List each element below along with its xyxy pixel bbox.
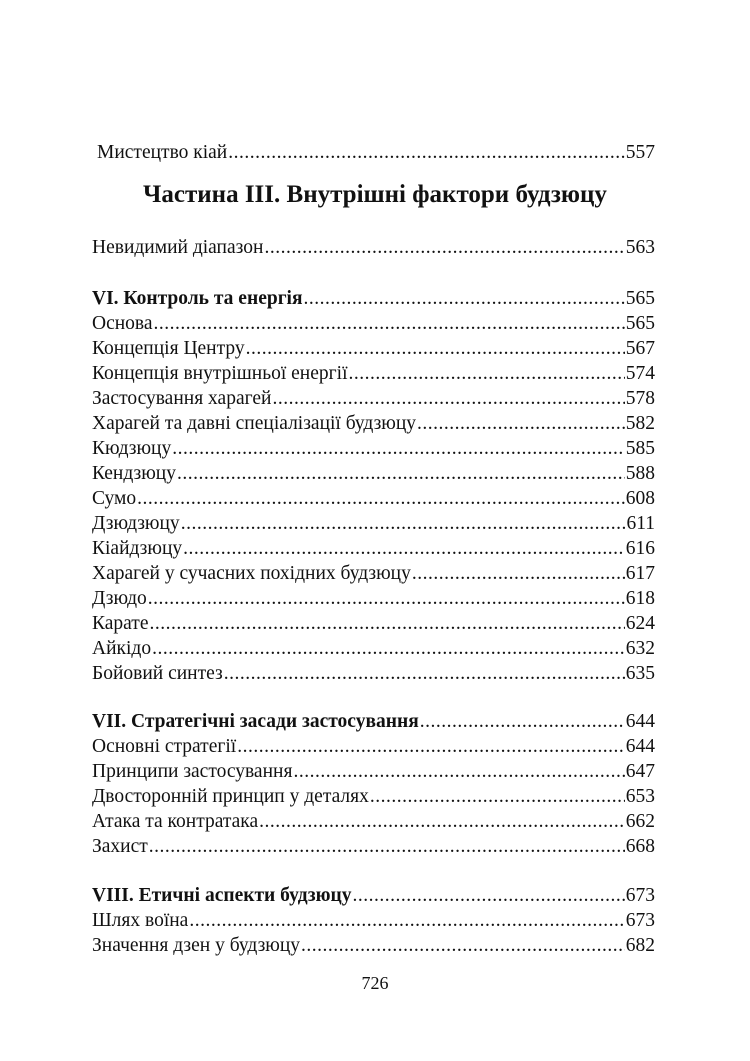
dot-leader bbox=[172, 437, 625, 461]
dot-leader bbox=[348, 362, 624, 386]
toc-entry-title: Значення дзен у будзюцу bbox=[92, 935, 301, 956]
dot-leader bbox=[353, 884, 625, 908]
toc-entry-title: Принципи застосування bbox=[92, 761, 293, 782]
toc-entry-page: 611 bbox=[626, 513, 655, 534]
chapter-heading bbox=[92, 710, 655, 734]
toc-entry-page: 662 bbox=[625, 811, 655, 832]
toc-entry-title: Основні стратегії bbox=[92, 736, 237, 757]
toc-entry-page: 653 bbox=[625, 786, 655, 807]
toc-entry-title: Кендзюцу bbox=[92, 463, 176, 484]
toc-entry-title: Застосування харагей bbox=[92, 388, 272, 409]
dot-leader bbox=[293, 760, 624, 784]
toc-entry-title: Невидимий діапазон bbox=[92, 237, 264, 258]
chapter-title: VII. Стратегічні засади застосування bbox=[92, 711, 419, 732]
toc-entry-page: 644 bbox=[625, 736, 655, 757]
toc-entry bbox=[92, 412, 655, 436]
toc-entry bbox=[92, 662, 655, 686]
toc-entry bbox=[92, 587, 655, 611]
toc-entry-title: Мистецтво кіай bbox=[97, 142, 228, 163]
toc-entry-title: Двосторонній принцип у деталях bbox=[92, 786, 369, 807]
toc-entry-page: 588 bbox=[625, 463, 655, 484]
dot-leader bbox=[304, 287, 625, 311]
chapter-page: 673 bbox=[625, 885, 655, 906]
toc-entry bbox=[92, 437, 655, 461]
toc-entry bbox=[92, 637, 655, 661]
toc-entry-title: Атака та контратака bbox=[92, 811, 259, 832]
toc-entry-title: Концепція внутрішньої енергії bbox=[92, 363, 348, 384]
dot-leader bbox=[183, 537, 625, 561]
toc-entry-page: 616 bbox=[625, 538, 655, 559]
toc-entry-page: 582 bbox=[625, 413, 655, 434]
chapter-heading bbox=[92, 287, 655, 311]
toc-entry bbox=[92, 810, 655, 834]
toc-entry-title: Захист bbox=[92, 836, 148, 857]
toc-entry-title: Харагей та давні спеціалізації будзюцу bbox=[92, 413, 417, 434]
toc-entry-title: Карате bbox=[92, 613, 149, 634]
dot-leader bbox=[228, 141, 625, 165]
dot-leader bbox=[259, 810, 625, 834]
toc-entry-page: 632 bbox=[625, 638, 655, 659]
chapter-heading bbox=[92, 884, 655, 908]
toc-entry bbox=[92, 934, 655, 958]
toc-entry bbox=[92, 735, 655, 759]
part-heading: Частина ІІІ. Внутрішні фактори будзюцу bbox=[143, 181, 607, 208]
dot-leader bbox=[412, 562, 625, 586]
toc-entry-page: 647 bbox=[625, 761, 655, 782]
toc-entry-title: Шлях воїна bbox=[92, 910, 189, 931]
toc-entry-page: 565 bbox=[625, 313, 655, 334]
toc-entry bbox=[92, 512, 655, 536]
toc-entry-title: Сумо bbox=[92, 488, 137, 509]
toc-entry-page: 608 bbox=[625, 488, 655, 509]
dot-leader bbox=[224, 662, 625, 686]
toc-entry-title: Харагей у сучасних похідних будзюцу bbox=[92, 563, 411, 584]
toc-entry-title: Бойовий синтез bbox=[92, 663, 223, 684]
toc-entry-title: Кюдзюцу bbox=[92, 438, 172, 459]
chapter-page: 644 bbox=[625, 711, 655, 732]
dot-leader bbox=[301, 934, 625, 958]
toc-entry bbox=[92, 362, 655, 386]
toc-entry bbox=[92, 337, 655, 361]
dot-leader bbox=[370, 785, 625, 809]
toc-entry-page: 578 bbox=[625, 388, 655, 409]
toc-entry bbox=[97, 141, 655, 165]
toc-entry bbox=[92, 462, 655, 486]
toc-entry-page: 673 bbox=[625, 910, 655, 931]
dot-leader bbox=[181, 512, 626, 536]
dot-leader bbox=[152, 637, 625, 661]
toc-entry bbox=[92, 562, 655, 586]
toc-entry-title: Дзюдо bbox=[92, 588, 147, 609]
chapter-page: 565 bbox=[625, 288, 655, 309]
toc-entry bbox=[92, 236, 655, 260]
toc-entry-title: Айкідо bbox=[92, 638, 152, 659]
toc-entry-title: Кіайдзюцу bbox=[92, 538, 183, 559]
toc-entry bbox=[92, 487, 655, 511]
toc-entry-page: 557 bbox=[625, 142, 655, 163]
toc-entry-page: 617 bbox=[625, 563, 655, 584]
dot-leader bbox=[264, 236, 624, 260]
toc-entry bbox=[92, 760, 655, 784]
toc-entry-page: 567 bbox=[625, 338, 655, 359]
dot-leader bbox=[149, 612, 624, 636]
dot-leader bbox=[177, 462, 625, 486]
dot-leader bbox=[149, 835, 625, 859]
toc-entry-page: 574 bbox=[625, 363, 655, 384]
toc-entry-title: Основа bbox=[92, 313, 153, 334]
toc-entry-page: 635 bbox=[625, 663, 655, 684]
dot-leader bbox=[272, 387, 624, 411]
toc-entry-page: 624 bbox=[625, 613, 655, 634]
dot-leader bbox=[148, 587, 625, 611]
dot-leader bbox=[137, 487, 625, 511]
toc-entry bbox=[92, 909, 655, 933]
toc-entry bbox=[92, 612, 655, 636]
toc-entry bbox=[92, 312, 655, 336]
dot-leader bbox=[189, 909, 624, 933]
chapter-title: VIII. Етичні аспекти будзюцу bbox=[92, 885, 352, 906]
toc-entry-page: 682 bbox=[625, 935, 655, 956]
toc-entry bbox=[92, 387, 655, 411]
chapter-title: VI. Контроль та енергія bbox=[92, 288, 303, 309]
toc-entry bbox=[92, 835, 655, 859]
toc-entry-page: 585 bbox=[625, 438, 655, 459]
toc-entry bbox=[92, 537, 655, 561]
toc-entry-page: 668 bbox=[625, 836, 655, 857]
toc-entry-page: 563 bbox=[625, 237, 655, 258]
dot-leader bbox=[417, 412, 625, 436]
dot-leader bbox=[154, 312, 625, 336]
dot-leader bbox=[420, 710, 625, 734]
toc-entry bbox=[92, 785, 655, 809]
toc-entry-title: Концепція Центру bbox=[92, 338, 245, 359]
toc-entry-page: 618 bbox=[625, 588, 655, 609]
dot-leader bbox=[246, 337, 625, 361]
toc-entry-title: Дзюдзюцу bbox=[92, 513, 180, 534]
page-number: 726 bbox=[361, 973, 389, 993]
dot-leader bbox=[237, 735, 625, 759]
